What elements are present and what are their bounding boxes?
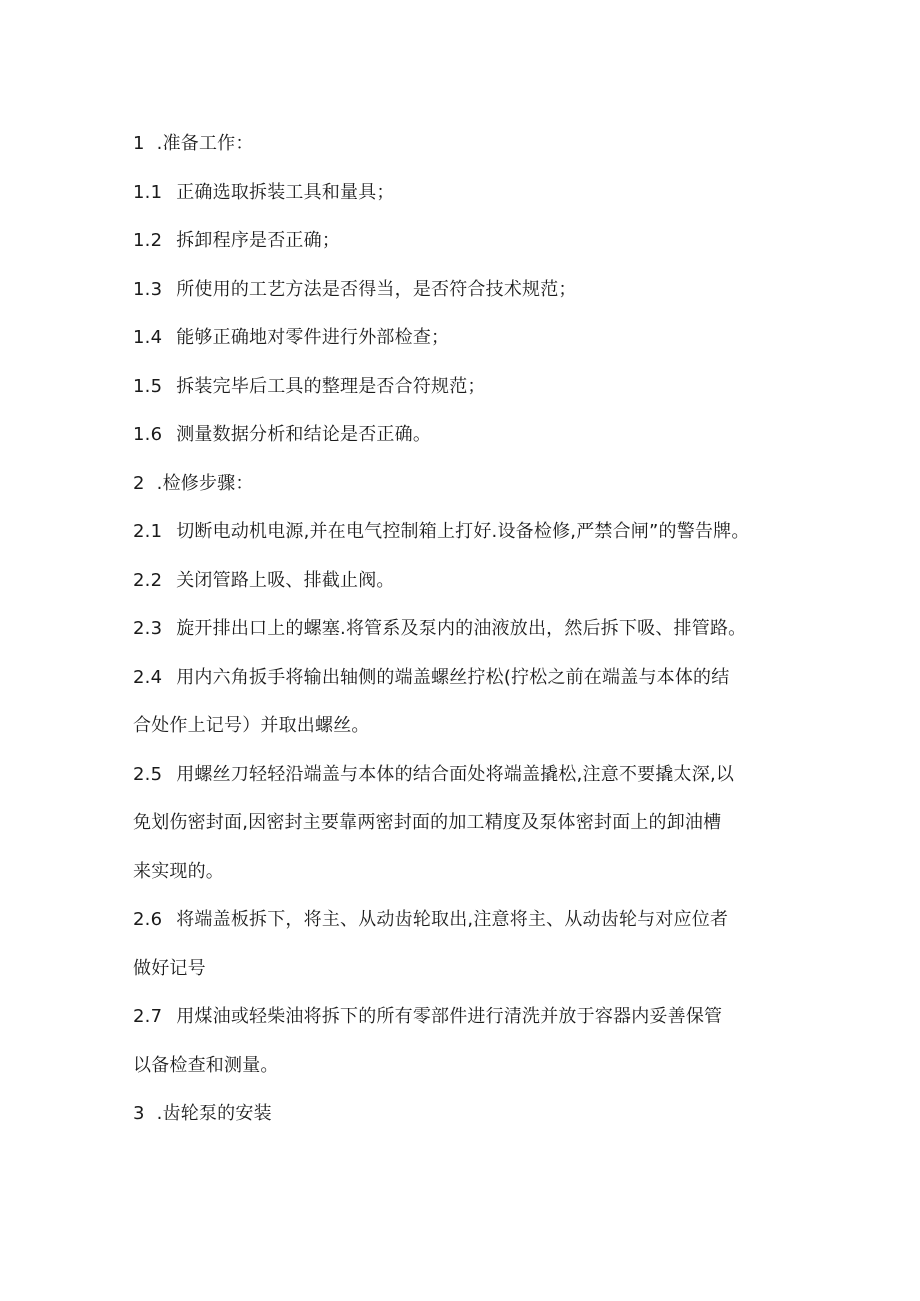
line-number: 2 [133, 472, 145, 494]
list-item-continuation [133, 702, 795, 751]
list-item-continuation [133, 945, 795, 994]
line-text: 做好记号 [133, 957, 206, 979]
line-text: 合处作上记号）并取出螺丝。 [133, 715, 370, 736]
line-text: 正确选取拆装工具和量具； [176, 181, 395, 203]
list-item [133, 217, 795, 266]
list-item [133, 169, 795, 218]
line-text: 将端盖板拆下，将主、从动齿轮取出,注意将主、从动齿轮与对应位者 [176, 909, 729, 930]
list-item [133, 508, 795, 557]
list-item-continuation [133, 799, 795, 848]
line-text: 能够正确地对零件进行外部检查； [176, 327, 450, 348]
section-heading [133, 460, 795, 509]
list-item [133, 993, 795, 1042]
line-text: 免划伤密封面,因密封主要靠两密封面的加工精度及泵体密封面上的卸油槽 [133, 812, 722, 833]
line-number: 1.6 [133, 424, 163, 445]
line-text: 以备检查和测量。 [133, 1054, 279, 1076]
list-item [133, 654, 795, 703]
document-body [133, 120, 795, 1139]
line-text: 来实现的。 [133, 860, 224, 882]
line-number: 1.2 [133, 230, 163, 251]
list-item-continuation [133, 848, 795, 897]
list-item [133, 896, 795, 945]
list-item [133, 363, 795, 412]
line-text: 用内六角扳手将输出轴侧的端盖螺丝拧松(拧松之前在端盖与本体的结 [176, 666, 730, 688]
line-number: 1 [133, 133, 145, 154]
line-text: .检修步骤： [156, 472, 254, 494]
line-number: 2.1 [133, 521, 163, 542]
line-text: .准备工作： [156, 133, 254, 154]
list-item [133, 751, 795, 800]
line-text: 拆装完毕后工具的整理是否合符规范； [176, 375, 486, 397]
line-number: 2.3 [133, 618, 163, 639]
line-number: 1.1 [133, 181, 163, 203]
line-text: 关闭管路上吸、排截止阀。 [176, 569, 395, 591]
list-item-continuation [133, 1042, 795, 1091]
line-number: 3 [133, 1103, 145, 1124]
list-item [133, 557, 795, 606]
list-item [133, 314, 795, 363]
line-number: 2.2 [133, 569, 163, 591]
line-number: 1.3 [133, 278, 163, 300]
line-text: 用螺丝刀轻轻沿端盖与本体的结合面处将端盖撬松,注意不要撬太深,以 [176, 763, 735, 785]
line-text: 所使用的工艺方法是否得当，是否符合技术规范； [176, 278, 577, 300]
line-text: 测量数据分析和结论是否正确。 [176, 424, 432, 445]
list-item [133, 266, 795, 315]
line-number: 2.7 [133, 1006, 163, 1027]
section-heading [133, 120, 795, 169]
section-heading [133, 1090, 795, 1139]
list-item [133, 605, 795, 654]
line-text: 切断电动机电源,并在电气控制箱上打好.设备检修,严禁合闸”的警告牌。 [176, 521, 750, 542]
line-number: 1.5 [133, 375, 163, 397]
line-number: 2.5 [133, 763, 163, 785]
line-text: 用煤油或轻柴油将拆下的所有零部件进行清洗并放于容器内妥善保管 [176, 1006, 723, 1027]
line-number: 1.4 [133, 327, 163, 348]
list-item [133, 411, 795, 460]
line-text: .齿轮泵的安装 [156, 1103, 272, 1124]
line-text: 旋开排出口上的螺塞.将管系及泵内的油液放出，然后拆下吸、排管路。 [176, 618, 747, 639]
line-text: 拆卸程序是否正确； [176, 230, 341, 251]
line-number: 2.4 [133, 666, 163, 688]
line-number: 2.6 [133, 909, 163, 930]
